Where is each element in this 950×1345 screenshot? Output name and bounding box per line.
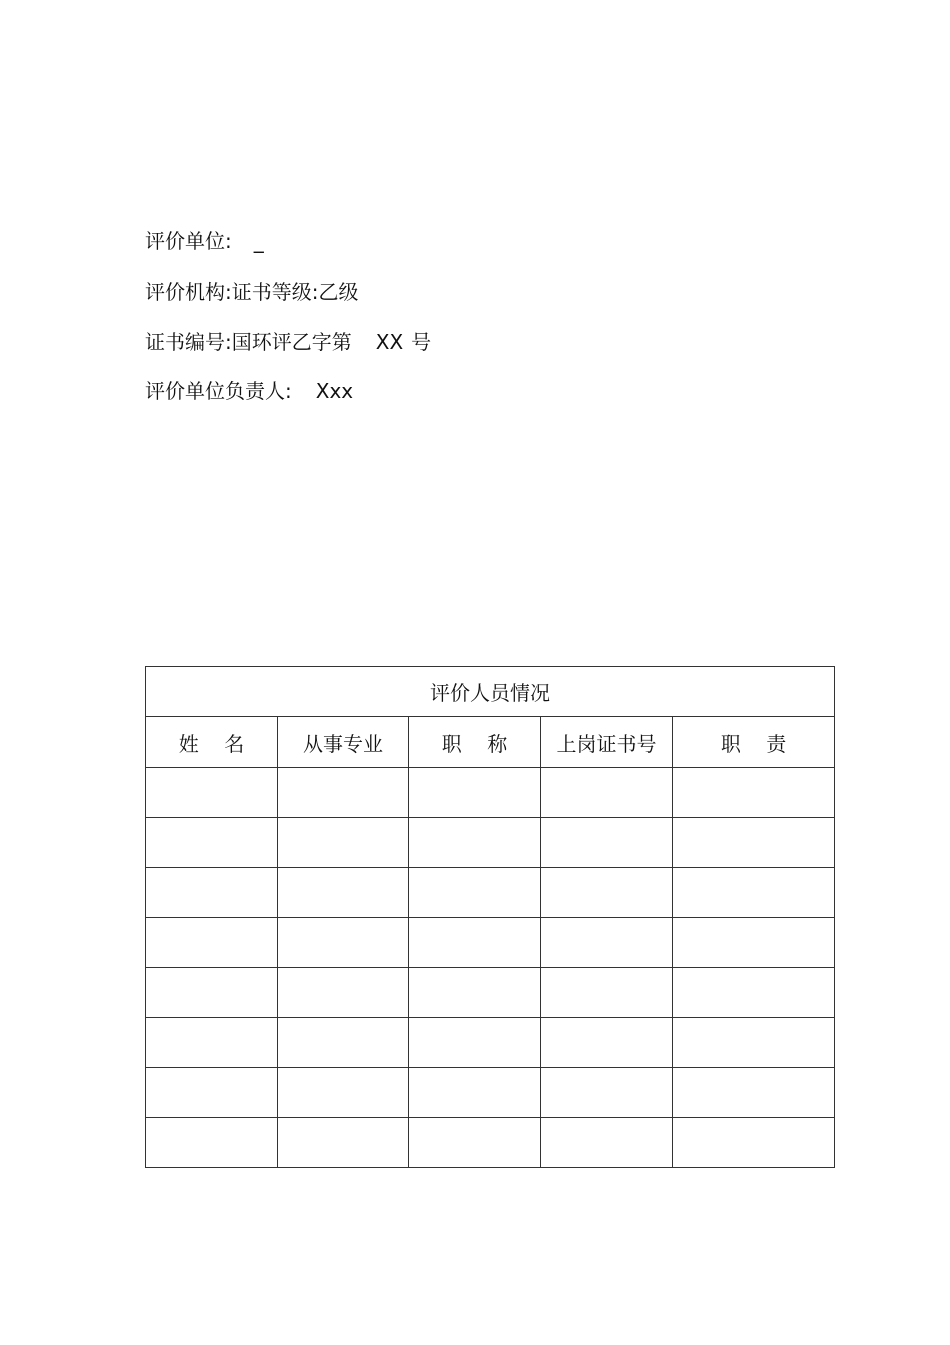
unit-lead-value: Xxx [315,379,354,403]
table-cell[interactable] [146,818,278,868]
table-cell[interactable] [673,868,835,918]
table-cell[interactable] [278,1118,409,1168]
table-cell[interactable] [541,768,673,818]
table-cell[interactable] [409,768,541,818]
table-cell[interactable] [146,768,278,818]
table-cell[interactable] [673,768,835,818]
table-cell[interactable] [409,1118,541,1168]
table-cell[interactable] [409,1018,541,1068]
evaluation-unit-line [145,229,264,253]
header-name: 姓 名 [146,717,278,768]
evaluation-unit-label: 评价单位: [145,229,232,253]
header-duty: 职 责 [673,717,835,768]
table-row [146,918,835,968]
table-cell[interactable] [146,1118,278,1168]
table-row [146,1068,835,1118]
table-cell[interactable] [541,818,673,868]
table-cell[interactable] [673,1068,835,1118]
evaluation-unit-value: _ [253,229,264,253]
table-cell[interactable] [541,968,673,1018]
table-header-row [146,717,835,768]
unit-lead-line [145,379,353,403]
table-row [146,768,835,818]
certificate-number-label: 证书编号:国环评乙字第 [145,330,352,354]
table-cell[interactable] [541,1068,673,1118]
header-specialty: 从事专业 [278,717,409,768]
table-cell[interactable] [541,868,673,918]
table-cell[interactable] [409,1068,541,1118]
table-cell[interactable] [409,868,541,918]
table-cell[interactable] [673,918,835,968]
table-cell[interactable] [409,968,541,1018]
table-cell[interactable] [673,1018,835,1068]
table-cell[interactable] [278,1068,409,1118]
table-row [146,1118,835,1168]
table-cell[interactable] [278,918,409,968]
evaluation-staff-table [145,666,835,1168]
table-cell[interactable] [146,968,278,1018]
table-cell[interactable] [278,768,409,818]
table-cell[interactable] [278,868,409,918]
table-cell[interactable] [541,1018,673,1068]
table-cell[interactable] [146,1068,278,1118]
table-row [146,968,835,1018]
table-cell[interactable] [146,868,278,918]
table-cell[interactable] [673,968,835,1018]
table-cell[interactable] [673,1118,835,1168]
table-cell[interactable] [673,818,835,868]
table-cell[interactable] [541,918,673,968]
certificate-number-line [145,330,431,354]
table-cell[interactable] [146,1018,278,1068]
table-cell[interactable] [409,918,541,968]
table-cell[interactable] [146,918,278,968]
table-cell[interactable] [409,818,541,868]
evaluation-org-line [145,280,358,304]
table-row [146,1018,835,1068]
table-cell[interactable] [278,1018,409,1068]
header-title: 职 称 [409,717,541,768]
table-cell[interactable] [541,1118,673,1168]
table-row [146,818,835,868]
table-title: 评价人员情况 [146,667,835,717]
certificate-number-suffix: 号 [411,330,432,354]
evaluation-org-label: 评价机构:证书等级:乙级 [145,280,359,304]
header-certificate-number: 上岗证书号 [541,717,673,768]
table-cell[interactable] [278,968,409,1018]
table-row [146,868,835,918]
table-cell[interactable] [278,818,409,868]
unit-lead-label: 评价单位负责人: [145,379,292,403]
certificate-number-value: XX [375,330,404,354]
table-title-row [146,667,835,717]
